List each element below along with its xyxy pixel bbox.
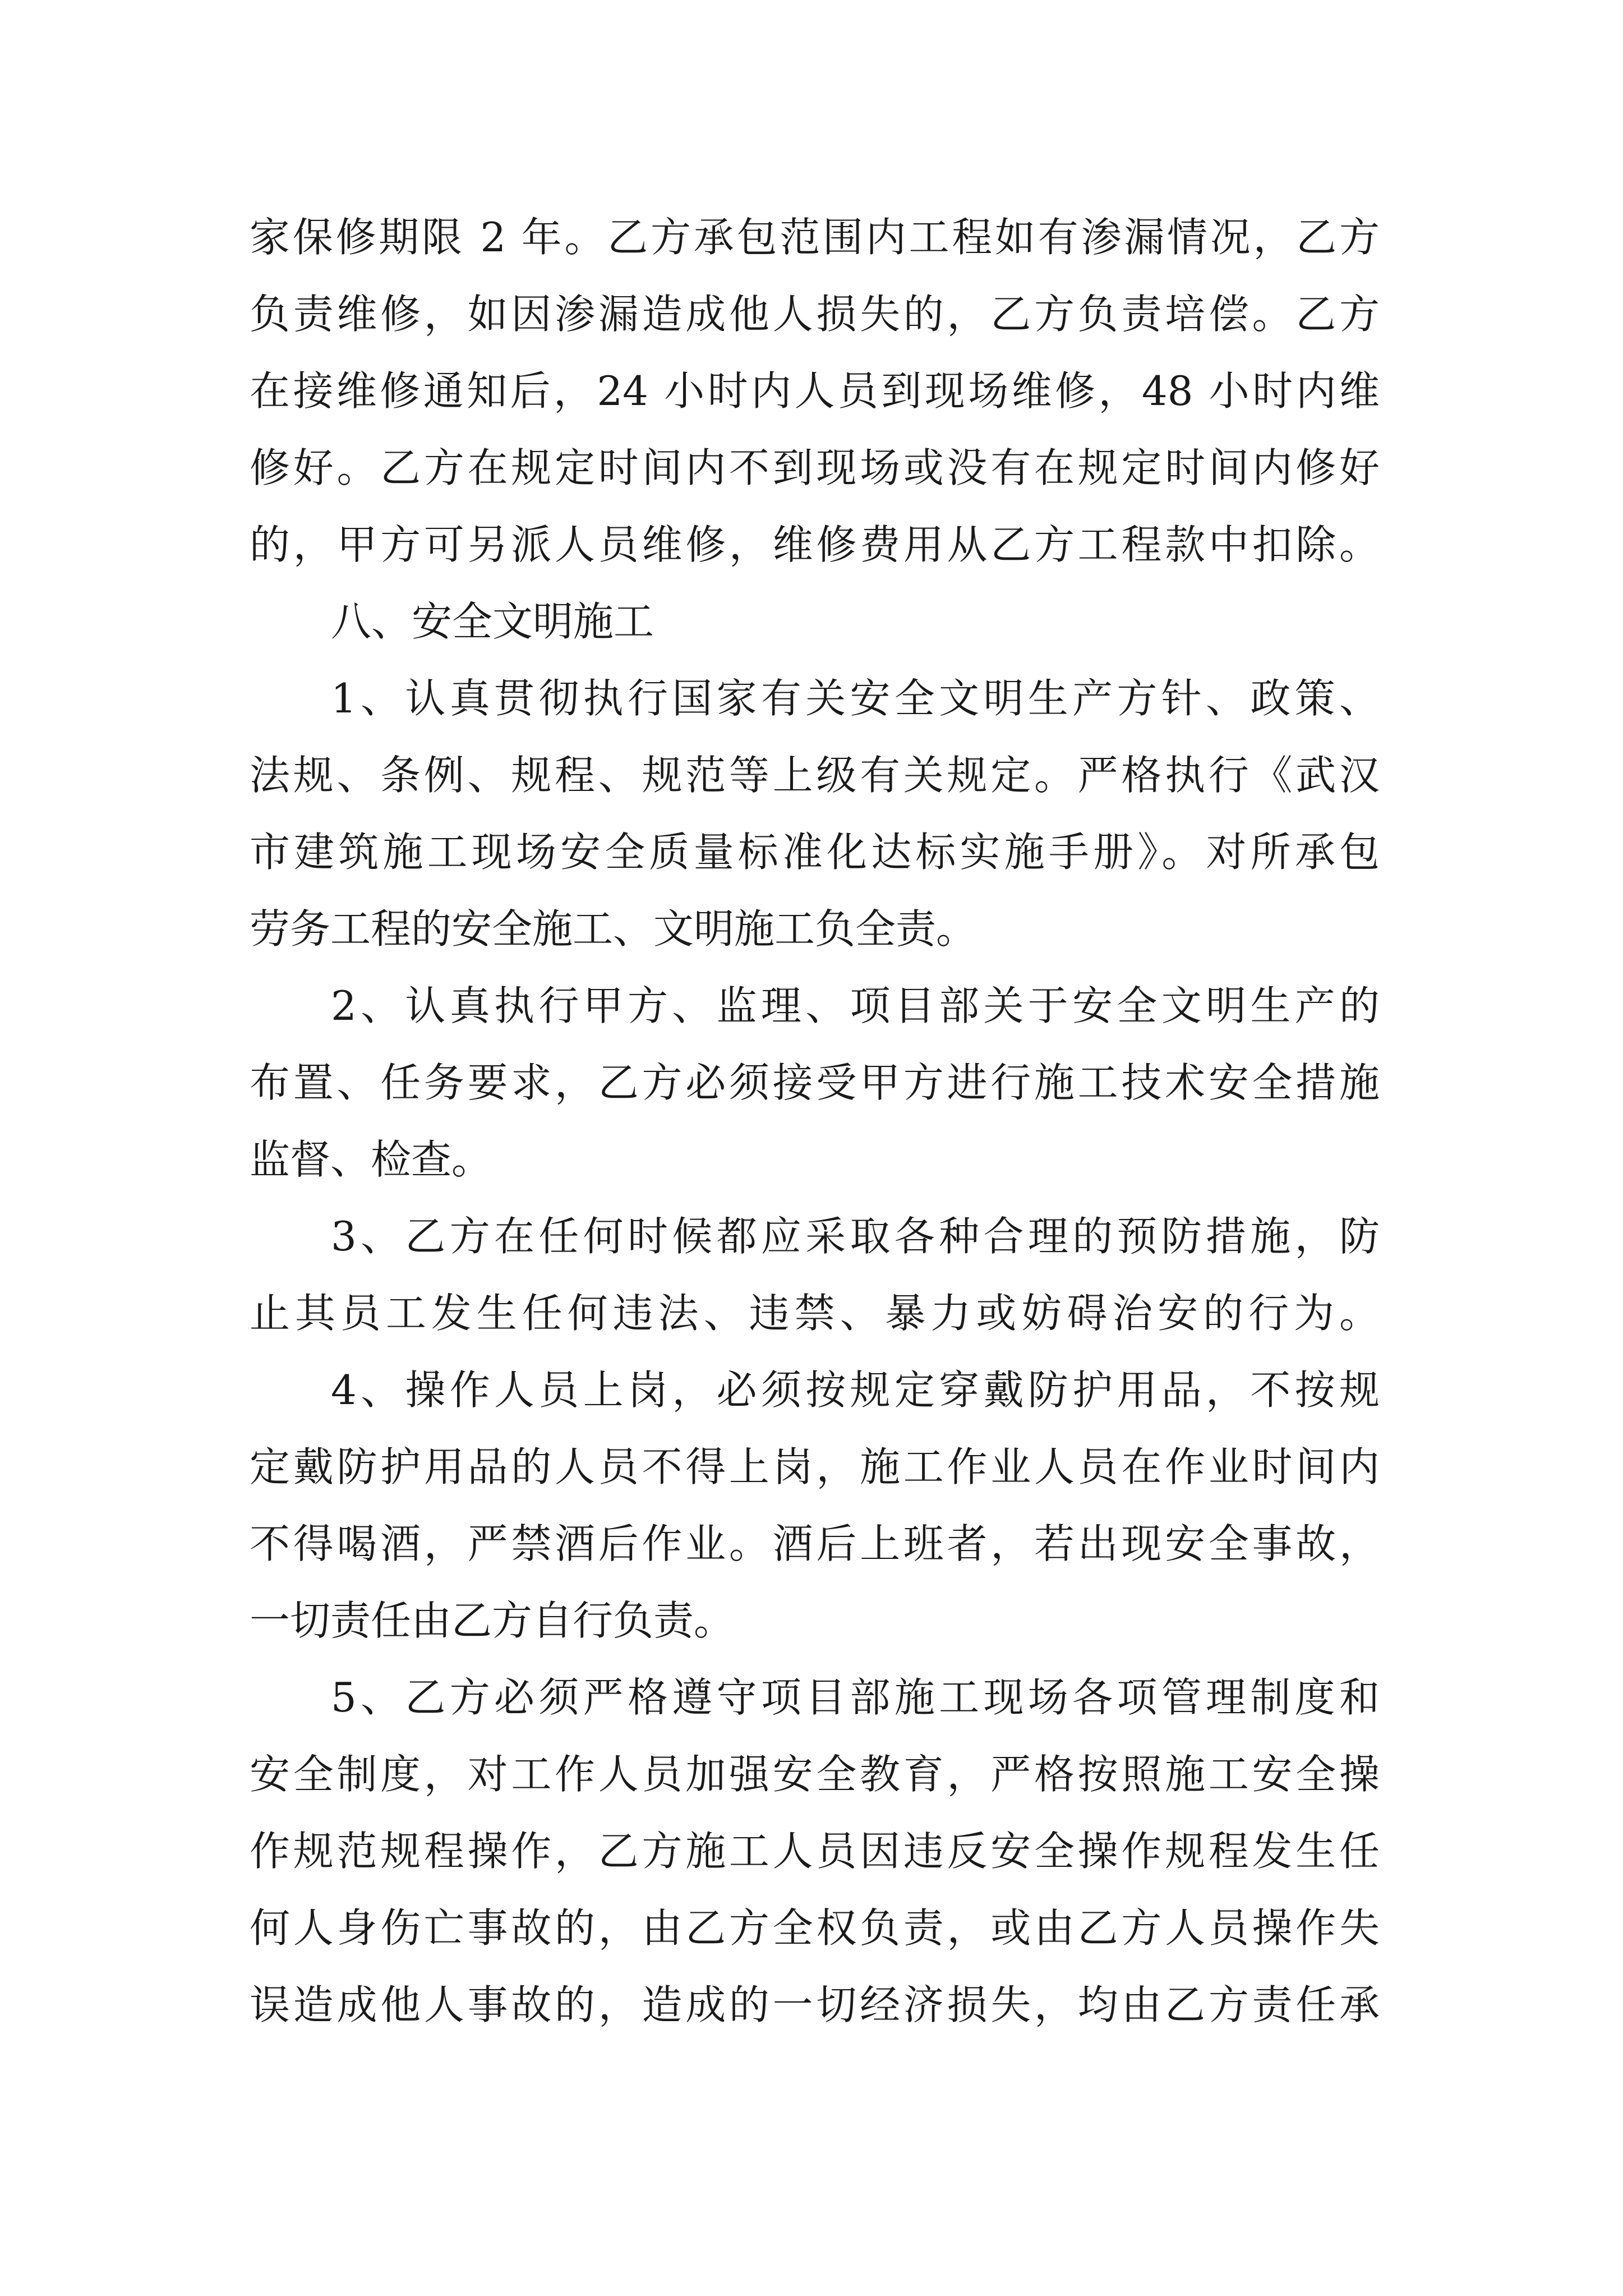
text-line: 修好。乙方在规定时间内不到现场或没有在规定时间内修好 bbox=[250, 444, 1380, 491]
text-line: 家保修期限 2 年。乙方承包范围内工程如有渗漏情况，乙方 bbox=[250, 214, 1380, 261]
text-line: 1、认真贯彻执行国家有关安全文明生产方针、政策、 bbox=[331, 675, 1380, 722]
text-line: 5、乙方必须严格遵守项目部施工现场各项管理制度和 bbox=[331, 1674, 1380, 1721]
text-line: 布置、任务要求，乙方必须接受甲方进行施工技术安全措施 bbox=[250, 1059, 1380, 1106]
text-line: 法规、条例、规程、规范等上级有关规定。严格执行《武汉 bbox=[250, 752, 1380, 799]
text-line: 负责维修，如因渗漏造成他人损失的，乙方负责培偿。乙方 bbox=[250, 291, 1380, 338]
text-line: 监督、检查。 bbox=[250, 1136, 492, 1183]
text-line: 不得喝酒，严禁酒后作业。酒后上班者，若出现安全事故， bbox=[250, 1520, 1380, 1567]
text-line: 市建筑施工现场安全质量标准化达标实施手册》。对所承包 bbox=[250, 829, 1380, 876]
text-line: 的，甲方可另派人员维修，维修费用从乙方工程款中扣除。 bbox=[250, 521, 1380, 568]
section-heading: 八、安全文明施工 bbox=[331, 598, 654, 645]
text-line: 劳务工程的安全施工、文明施工负全责。 bbox=[250, 905, 977, 953]
text-line: 误造成他人事故的，造成的一切经济损失，均由乙方责任承 bbox=[250, 1981, 1380, 2028]
text-line: 何人身伤亡事故的，由乙方全权负责，或由乙方人员操作失 bbox=[250, 1904, 1380, 1952]
text-line: 定戴防护用品的人员不得上岗，施工作业人员在作业时间内 bbox=[250, 1443, 1380, 1490]
text-line: 在接维修通知后，24 小时内人员到现场维修，48 小时内维 bbox=[250, 367, 1380, 415]
text-line: 止其员工发生任何违法、违禁、暴力或妨碍治安的行为。 bbox=[250, 1290, 1380, 1337]
text-line: 3、乙方在任何时候都应采取各种合理的预防措施，防 bbox=[331, 1213, 1380, 1260]
text-line: 作规范规程操作，乙方施工人员因违反安全操作规程发生任 bbox=[250, 1828, 1380, 1875]
text-line: 2、认真执行甲方、监理、项目部关于安全文明生产的 bbox=[331, 982, 1380, 1029]
text-line: 安全制度，对工作人员加强安全教育，严格按照施工安全操 bbox=[250, 1751, 1380, 1798]
text-line: 4、操作人员上岗，必须按规定穿戴防护用品，不按规 bbox=[331, 1366, 1380, 1414]
document-body bbox=[250, 199, 1380, 2044]
text-line: 一切责任由乙方自行负责。 bbox=[250, 1597, 735, 1644]
